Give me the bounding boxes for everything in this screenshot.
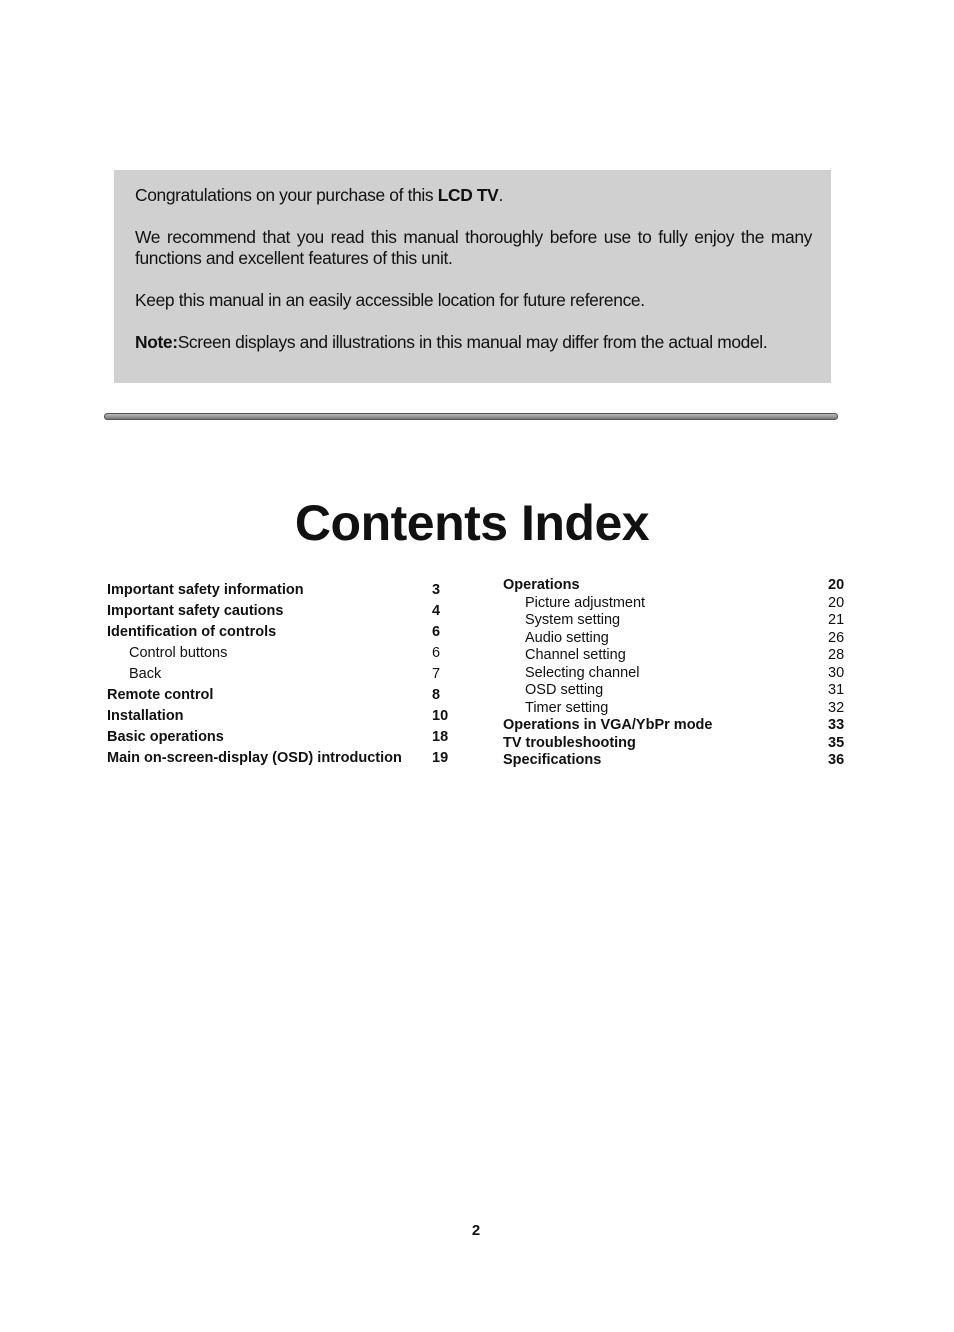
toc-entry — [503, 577, 846, 595]
toc-entry-label: Picture adjustment — [525, 594, 646, 611]
divider-bar — [104, 413, 838, 420]
toc-entry-label: Remote control — [107, 687, 214, 703]
note-label: Note: — [135, 332, 178, 352]
toc-entry-label: Channel setting — [525, 647, 626, 663]
toc-entry — [107, 601, 452, 622]
toc-entry — [107, 727, 452, 748]
toc-left-column — [107, 580, 452, 769]
toc-entry-page: 3 — [432, 582, 441, 598]
toc-entry — [503, 647, 846, 665]
toc-entry-label: Main on-screen-display (OSD) introduction — [107, 750, 402, 766]
page-number: 2 — [471, 1222, 481, 1239]
toc-entry-label: Timer setting — [525, 699, 609, 716]
intro-box — [114, 170, 831, 383]
toc-entry-label: Back — [129, 666, 162, 682]
toc-entry — [107, 622, 452, 643]
toc-entry-label: OSD setting — [525, 682, 604, 698]
toc-entry-page: 36 — [828, 752, 845, 768]
intro-keep: Keep this manual in an easily accessible location for future reference. — [135, 290, 645, 310]
toc-entry-label: Basic operations — [107, 729, 224, 745]
toc-entry — [107, 664, 452, 685]
toc-entry-page: 33 — [828, 717, 845, 733]
toc-entry-page: 21 — [828, 612, 845, 628]
toc-entry — [107, 643, 452, 664]
toc-entry-page: 28 — [828, 647, 845, 663]
toc-entry-page: 4 — [432, 603, 441, 619]
toc-entry-label: Specifications — [503, 752, 602, 768]
product-name: LCD TV — [437, 185, 499, 205]
note-text: Screen displays and illustrations in this manual may differ from the actual model. — [177, 332, 768, 352]
intro-recommend: We recommend that you read this manual thoroughly before use to fully enjoy the many functions and excellent features of this unit. — [135, 227, 812, 268]
toc-entry-page: 31 — [828, 682, 845, 698]
toc-entry-page: 10 — [432, 708, 449, 724]
toc-entry — [503, 700, 846, 718]
toc-entry-page: 20 — [828, 594, 845, 611]
toc-entry-page: 30 — [828, 664, 845, 681]
toc-entry — [107, 748, 452, 769]
toc-entry-label: Audio setting — [525, 629, 609, 646]
toc-entry-page: 32 — [828, 699, 845, 716]
toc-entry-page: 35 — [828, 734, 845, 751]
toc-entry — [107, 706, 452, 727]
toc-entry-page: 7 — [432, 666, 441, 682]
toc-entry-page: 18 — [432, 729, 449, 745]
intro-congratulations — [135, 185, 812, 206]
intro-text: . — [498, 185, 503, 205]
toc-entry — [503, 735, 846, 753]
intro-text: Congratulations on your purchase of this — [135, 185, 438, 205]
toc-entry-label: Important safety information — [107, 582, 304, 598]
toc-entry — [503, 752, 846, 770]
toc-entry — [107, 685, 452, 706]
toc-entry-label: Identification of controls — [107, 624, 277, 640]
toc-right-column — [503, 577, 846, 770]
toc-entry — [503, 595, 846, 613]
toc-entry — [503, 682, 846, 700]
toc-entry-label: Installation — [107, 708, 184, 724]
toc-entry — [503, 665, 846, 683]
intro-note — [135, 332, 812, 353]
toc-entry-label: Important safety cautions — [107, 603, 284, 619]
toc-entry-label: Operations in VGA/YbPr mode — [503, 717, 713, 733]
toc-entry — [503, 612, 846, 630]
toc-entry-page: 19 — [432, 750, 449, 766]
toc-entry-label: TV troubleshooting — [503, 734, 636, 751]
toc-entry-label: Control buttons — [129, 645, 228, 661]
toc-entry-page: 6 — [432, 624, 441, 640]
toc-entry-page: 8 — [432, 687, 441, 703]
toc-entry-page: 20 — [828, 577, 845, 593]
toc-entry-page: 6 — [432, 645, 441, 661]
page-title: Contents Index — [294, 495, 650, 551]
toc-entry — [503, 630, 846, 648]
toc-entry-label: Operations — [503, 577, 580, 593]
toc-entry-label: System setting — [525, 612, 621, 628]
toc-entry — [107, 580, 452, 601]
toc-entry-page: 26 — [828, 629, 845, 646]
toc-entry — [503, 717, 846, 735]
toc-entry-label: Selecting channel — [525, 664, 640, 681]
